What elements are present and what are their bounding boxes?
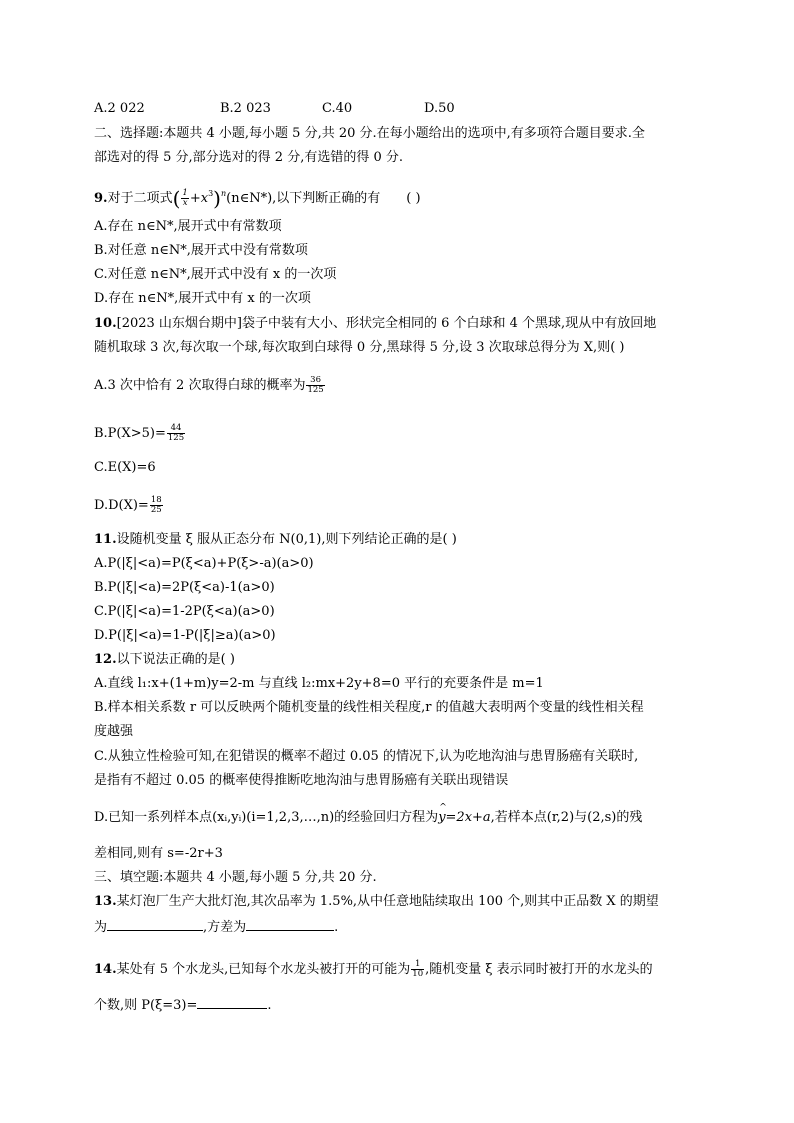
q14-text-a: 某处有 5 个水龙头,已知每个水龙头被打开的可能为 (116, 962, 411, 977)
q13-line2-b: ,方差为 (203, 920, 247, 935)
q9-condition: (n∈N*),以下判断正确的有 (226, 191, 381, 206)
q11-number: 11. (94, 532, 117, 547)
q12-option-c-line2: 是指有不超过 0.05 的概率使得推断吃地沟油与患胃肠癌有关联出现错误 (94, 773, 509, 788)
q9-stem: 9.对于二项式( $\frac{1}{x}$ $+x^3)^n(n\in N*)$,以下判断正确的有 ( ) (94, 186, 421, 211)
q10-option-a-text: A.3 次中恰有 2 次取得白球的概率为 (94, 378, 306, 393)
q14-frac-num: 1 (411, 960, 424, 970)
q12-option-d-text-a: D.已知一系列样本点(xᵢ,yᵢ)(i=1,2,3,…,n)的经验回归方程为 (94, 810, 439, 825)
q11-option-b: B.P(|ξ|<a)=2P(ξ<a)-1(a>0) (94, 580, 275, 595)
q11-option-c: C.P(|ξ|<a)=1-2P(ξ<a)(a>0) (94, 604, 275, 619)
q9-exp-n: n (220, 189, 227, 198)
q12-stem (94, 652, 235, 668)
section2-heading-line1: 二、选择题:本题共 4 小题,每小题 5 分,共 20 分.在每小题给出的选项中,有多项符合题目要求.全 (94, 126, 645, 141)
q9-frac-num: 1 (182, 188, 188, 198)
q11-stem (94, 532, 457, 548)
q11-option-d: D.P(|ξ|<a)=1-P(|ξ|≥a)(a>0) (94, 628, 276, 643)
q13-stem-line1 (94, 894, 659, 910)
q9-option-c: C.对任意 n∈N*,展开式中没有 x 的一次项 (94, 267, 337, 282)
q9-option-a: A.存在 n∈N*,展开式中有常数项 (94, 219, 282, 234)
q9-option-d: D.存在 n∈N*,展开式中有 x 的一次项 (94, 291, 311, 306)
q10-d-den: 25 (150, 505, 162, 515)
q10-number: 10. (94, 316, 117, 331)
q14-line2-a: 个数,则 P(ξ=3)= (94, 998, 198, 1013)
q14-line2-b: . (267, 998, 272, 1013)
q13-blank-expectation[interactable] (107, 918, 203, 931)
q12-number: 12. (94, 652, 117, 667)
section2-heading-line2: 部选对的得 5 分,部分选对的得 2 分,有选错的得 0 分. (94, 150, 404, 165)
q10-option-c: C.E(X)=6 (94, 460, 156, 475)
q13-stem-line2 (94, 918, 338, 936)
q10-line1: [2023 山东烟台期中]袋子中装有大小、形状完全相同的 6 个白球和 4 个黑球,现从中有放回地 (116, 316, 657, 331)
q12-regression-equation: ^ y=2x+a (438, 810, 490, 826)
q10-stem-line2: 随机取球 3 次,每次取一个球,每次取到白球得 0 分,黑球得 5 分,设 3 次取球总得分为 X,则( ) (94, 340, 625, 355)
q9-frac-den: x (182, 198, 188, 208)
q13-line1: 某灯泡厂生产大批灯泡,其次品率为 1.5%,从中任意地陆续取出 100 个,则其中正品数 X 的期望 (116, 894, 659, 909)
q14-stem-line2 (94, 996, 272, 1014)
q10-a-den: 125 (307, 385, 324, 395)
q12-option-b-line2: 度越强 (94, 724, 134, 739)
q13-number: 13. (94, 894, 117, 909)
q9-option-b: B.对任意 n∈N*,展开式中没有常数项 (94, 243, 308, 258)
q10-option-a-fraction (306, 376, 324, 395)
q12-stem-text: 以下说法正确的是( ) (116, 652, 235, 667)
q11-stem-text: 设随机变量 ξ 服从正态分布 N(0,1),则下列结论正确的是( ) (116, 532, 457, 547)
q14-number: 14. (94, 962, 117, 977)
q14-text-b: ,随机变量 ξ 表示同时被打开的水龙头的 (425, 962, 653, 977)
q9-fraction (181, 189, 188, 208)
q10-b-den: 125 (167, 433, 185, 443)
q13-line2-c: . (334, 920, 339, 935)
q12-option-c-line1: C.从独立性检验可知,在犯错误的概率不超过 0.05 的情况下,认为吃地沟油与患胃肠癌有关联时, (94, 749, 639, 764)
q10-stem-line1 (94, 316, 656, 332)
q12-option-b-line1: B.样本相关系数 r 可以反映两个随机变量的线性相关程度,r 的值越大表明两个变量的线性相关程 (94, 700, 644, 715)
q14-stem-line1 (94, 960, 653, 979)
q8-option-c: C.40 (322, 101, 353, 116)
q12-option-d-line1 (94, 810, 642, 826)
section3-heading: 三、填空题:本题共 4 小题,每小题 5 分,共 20 分. (94, 870, 377, 885)
q10-b-num: 44 (167, 424, 185, 434)
q9-cube: 3 (208, 189, 214, 198)
q10-option-d-fraction (150, 496, 163, 515)
q12-option-a: A.直线 l₁:x+(1+m)y=2-m 与直线 l₂:mx+2y+8=0 平行的充要条件是 m=1 (94, 676, 544, 691)
q10-d-num: 18 (150, 495, 162, 505)
q10-option-b (94, 424, 186, 443)
q8-option-a: A.2 022 (94, 101, 145, 116)
q8-option-d: D.50 (424, 101, 455, 116)
q9-plus-x: +x (189, 191, 209, 206)
q14-fraction (411, 960, 424, 979)
q8-option-b: B.2 023 (220, 101, 271, 116)
q12-option-d-line2: 差相同,则有 s=-2r+3 (94, 846, 223, 861)
q10-option-b-fraction (167, 424, 185, 443)
q10-option-d-text: D.D(X)= (94, 498, 149, 513)
q11-option-a: A.P(|ξ|<a)=P(ξ<a)+P(ξ>-a)(a>0) (94, 556, 314, 571)
q12-option-d-text-b: ,若样本点(r,2)与(2,s)的残 (490, 810, 643, 825)
q14-blank-answer[interactable] (197, 996, 267, 1009)
q10-option-b-text: B.P(X>5)= (94, 426, 166, 441)
q10-a-num: 36 (306, 376, 324, 386)
q10-option-a (94, 376, 326, 395)
q8-options (94, 101, 455, 117)
q9-answer-bracket: ( ) (406, 191, 421, 206)
q9-prefix: 对于二项式 (107, 191, 173, 206)
q9-number: 9. (94, 191, 108, 206)
q13-blank-variance[interactable] (246, 918, 334, 931)
q14-frac-den: 10 (412, 969, 424, 979)
q10-option-d (94, 496, 164, 515)
q13-line2-a: 为 (94, 920, 108, 935)
